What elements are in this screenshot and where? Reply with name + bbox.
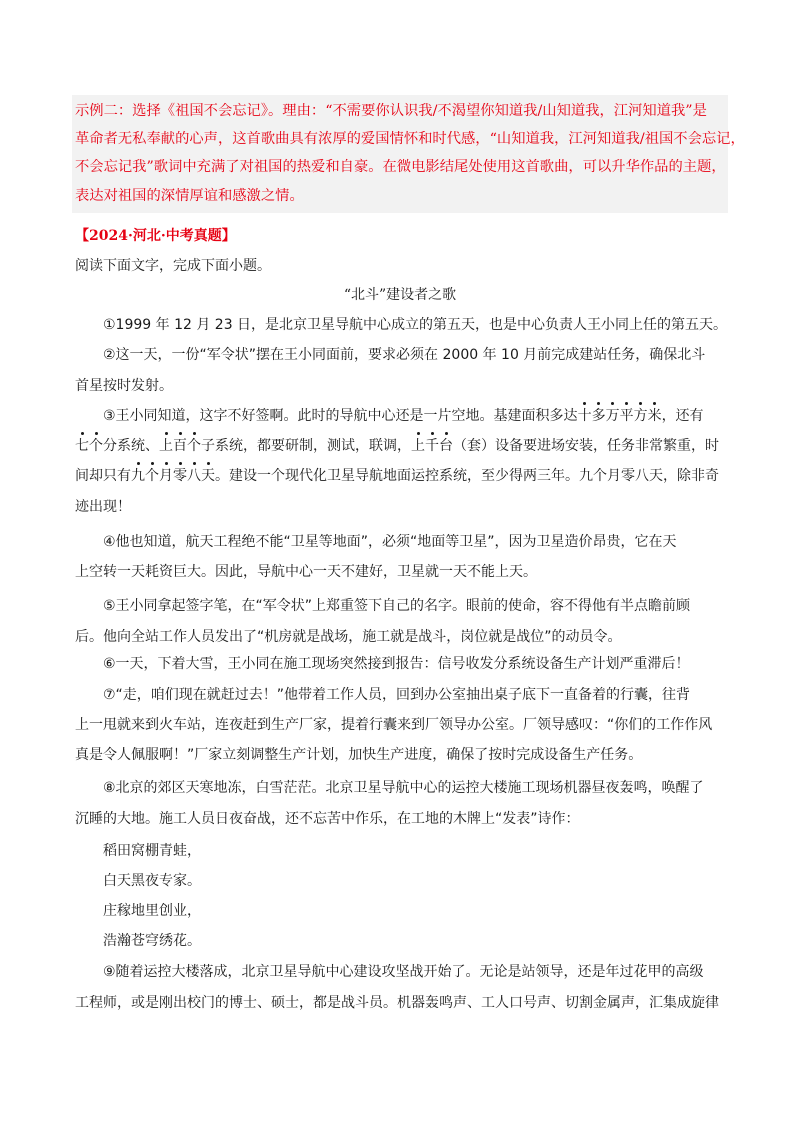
emphasized-text <box>578 408 662 424</box>
emphasis-char: 万 <box>605 408 620 424</box>
text-segment: （套）设备要进场安装，任务非常繁重，时 <box>453 438 719 454</box>
emphasis-char: 米 <box>647 408 662 424</box>
source-tag: 【2024·河北·中考真题】 <box>75 228 236 244</box>
emphasis-char: 多 <box>591 408 606 424</box>
paragraph-line: ⑧北京的郊区天寒地冻，白雪茫茫。北京卫星导航中心的运控大楼施工现场机器昼夜轰鸣，唤醒了 <box>103 780 704 796</box>
paragraph-line: 真是令人佩服啊！”厂家立刻调整生产计划，加快生产进度，确保了按时完成设备生产任务。 <box>75 747 643 763</box>
paragraph-line: 后。他向全站工作人员发出了“机房就是战场，施工就是战斗，岗位就是战位”的动员令。 <box>75 629 622 645</box>
answer-line-1: 示例二：选择《祖国不会忘记》。理由：“不需要你认识我/不渴望你知道我/山知道我，江河知道我”是 <box>75 103 707 119</box>
paragraph-line <box>75 436 719 456</box>
paragraph-line: 首星按时发射。 <box>75 378 173 394</box>
paragraph-line: 上空转一天耗资巨大。因此，导航中心一天不建好，卫星就一天不能上天。 <box>75 564 537 580</box>
emphasis-char: 台 <box>439 438 453 454</box>
paragraph-line: ⑨随着运控大楼落成，北京卫星导航中心建设攻坚战开始了。无论是站领导，还是年过花甲的高级 <box>103 964 704 980</box>
emphasis-char: 天 <box>201 468 215 484</box>
emphasis-char: 个 <box>89 438 103 454</box>
paragraph-line: 迹出现！ <box>75 499 131 515</box>
emphasis-char: 方 <box>633 408 648 424</box>
text-segment: ，还有 <box>661 408 704 424</box>
text-segment: 间却只有 <box>75 468 131 484</box>
text-segment: 分系统、 <box>103 438 159 454</box>
article-title: “北斗”建设者之歌 <box>343 287 457 303</box>
paragraph-line <box>103 406 704 426</box>
paragraph-line: 沉睡的大地。施工人员日夜奋战，还不忘苦中作乐，在工地的木牌上“发表”诗作： <box>75 811 580 827</box>
poem-line: 庄稼地里创业， <box>103 903 201 919</box>
emphasis-char: 个 <box>145 468 159 484</box>
answer-line-2: 革命者无私奉献的心声，这首歌曲具有浓厚的爱国情怀和时代感，“山知道我，江河知道我/祖国不会忘记， <box>75 131 745 147</box>
poem-line: 稻田窝棚青蛙， <box>103 843 201 859</box>
answer-line-4: 表达对祖国的深情厚谊和感激之情。 <box>75 188 304 204</box>
paragraph-line: ⑥一天，下着大雪，王小同在施工现场突然接到报告：信号收发分系统设备生产计划严重滞后！ <box>103 656 690 672</box>
paragraph-line <box>75 466 719 486</box>
emphasized-text <box>131 468 215 484</box>
text-segment: 子系统，都要研制，测试，联调， <box>201 438 411 454</box>
emphasis-char: 十 <box>577 408 592 424</box>
paragraph-line: ②这一天，一份“军令状”摆在王小同面前，要求必须在 2000 年 10 月前完成建站任务，确保北斗 <box>103 347 706 363</box>
paragraph-line: ⑤王小同拿起签字笔，在“军令状”上郑重签下自己的名字。眼前的使命，容不得他有半点瞻前顾 <box>103 598 691 614</box>
emphasis-char: 九 <box>131 468 145 484</box>
paragraph-line: ①1999 年 12 月 23 日，是北京卫星导航中心成立的第五天，也是中心负责人王小同上任的第五天。 <box>103 317 728 333</box>
text-segment: 。建设一个现代化卫星导航地面运控系统，至少得两三年。九个月零八天，除非奇 <box>215 468 719 484</box>
emphasized-text <box>411 438 453 454</box>
emphasized-text <box>75 438 103 454</box>
emphasis-char: 上 <box>411 438 425 454</box>
paragraph-line: 工程师，或是刚出校门的博士、硕士，都是战斗员。机器轰鸣声、工人口号声、切割金属声，汇集成旋律 <box>75 995 719 1011</box>
emphasis-char: 百 <box>173 438 187 454</box>
paragraph-line: ④他也知道，航天工程绝不能“卫星等地面”，必须“地面等卫星”，因为卫星造价昂贵，它在天 <box>103 534 677 550</box>
emphasis-char: 上 <box>159 438 173 454</box>
emphasis-char: 千 <box>425 438 439 454</box>
paragraph-line: ⑦“走，咱们现在就赶过去！”他带着工作人员，回到办公室抽出桌子底下一直备着的行囊，往背 <box>103 687 691 703</box>
emphasized-text <box>159 438 201 454</box>
answer-line-3: 不会忘记我”歌词中充满了对祖国的热爱和自豪。在微电影结尾处使用这首歌曲，可以升华作品的主题， <box>75 159 726 175</box>
poem-line: 浩瀚苍穹绣花。 <box>103 933 201 949</box>
emphasis-char: 八 <box>187 468 201 484</box>
emphasis-char: 零 <box>173 468 187 484</box>
emphasis-char: 月 <box>159 468 173 484</box>
paragraph-line: 上一甩就来到火车站，连夜赶到生产厂家，提着行囊来到厂领导办公室。厂领导感叹：“你们的工作作风 <box>75 717 713 733</box>
emphasis-char: 平 <box>619 408 634 424</box>
emphasis-char: 七 <box>75 438 89 454</box>
instruction-text: 阅读下面文字，完成下面小题。 <box>75 258 271 274</box>
emphasis-char: 个 <box>187 438 201 454</box>
text-segment: ③王小同知道，这字不好签啊。此时的导航中心还是一片空地。基建面积多达 <box>103 408 578 424</box>
poem-line: 白天黑夜专家。 <box>103 873 201 889</box>
